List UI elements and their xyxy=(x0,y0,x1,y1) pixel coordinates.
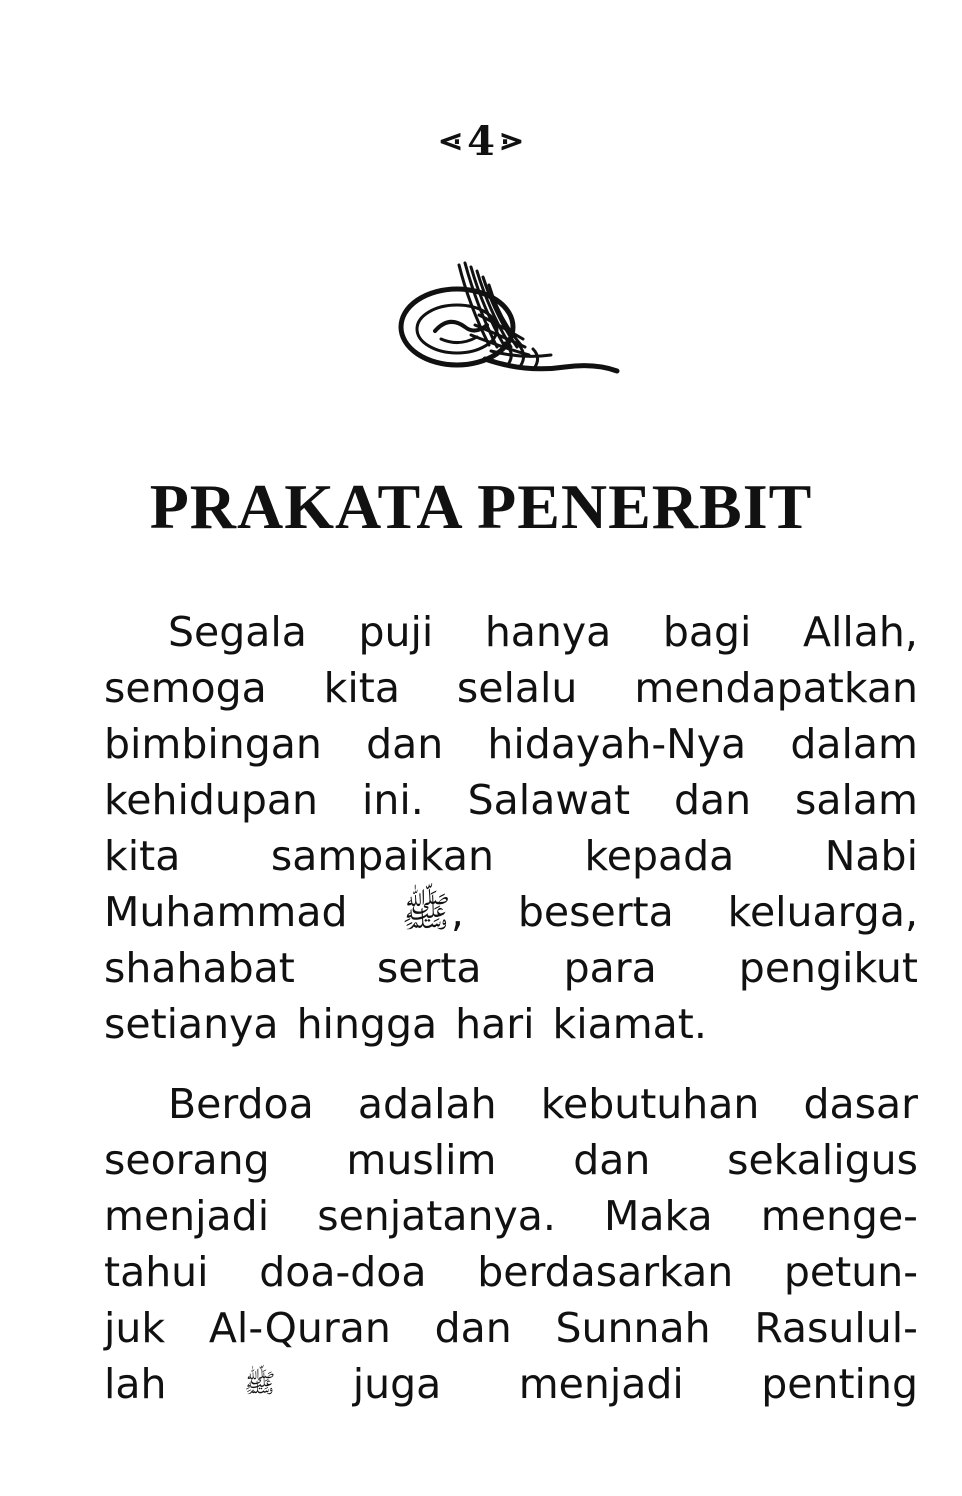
word: dasar xyxy=(803,1080,918,1128)
word: Allah, xyxy=(802,608,918,656)
word: keluarga, xyxy=(727,888,918,936)
word: menjadi xyxy=(104,1192,270,1240)
paragraph-foreword-opening xyxy=(104,604,918,1052)
text-line xyxy=(104,1132,918,1188)
word: menge- xyxy=(760,1192,918,1240)
text-line xyxy=(104,660,918,716)
word: Segala xyxy=(168,608,307,656)
word: petun- xyxy=(783,1248,918,1296)
word: bagi xyxy=(662,608,752,656)
word: setianya xyxy=(104,1000,279,1048)
word: kita xyxy=(323,664,401,712)
word: Berdoa xyxy=(168,1080,314,1128)
text-line xyxy=(104,1356,918,1412)
word: Salawat xyxy=(467,776,631,824)
word: dan xyxy=(434,1304,512,1352)
text-line xyxy=(104,1076,918,1132)
text-line xyxy=(104,1244,918,1300)
text-line xyxy=(104,604,918,660)
word: adalah xyxy=(357,1080,497,1128)
word: muslim xyxy=(346,1136,497,1184)
word: sampaikan xyxy=(270,832,494,880)
honorific-salawat: ﷺ xyxy=(243,1369,276,1399)
page-number-right-ornament: ⋗ xyxy=(498,124,525,159)
paragraph-prayer-importance xyxy=(104,1076,918,1412)
page-number-value: 4 xyxy=(467,118,495,165)
word: semoga xyxy=(104,664,267,712)
word: ini. xyxy=(361,776,424,824)
word: Nabi xyxy=(824,832,918,880)
word: dan xyxy=(366,720,444,768)
word: dan xyxy=(673,776,752,824)
calligraphy-ornament-icon xyxy=(395,255,625,395)
word: shahabat xyxy=(104,944,295,992)
page-number-left-ornament: ⋖ xyxy=(437,124,464,159)
word: puji xyxy=(358,608,434,656)
word: Rasulul- xyxy=(754,1304,918,1352)
word: bimbingan xyxy=(104,720,322,768)
word: para xyxy=(563,944,657,992)
word: selalu xyxy=(456,664,578,712)
word: penting xyxy=(761,1360,918,1408)
word: kita xyxy=(104,832,181,880)
word: Sunnah xyxy=(555,1304,711,1352)
word: dalam xyxy=(790,720,918,768)
word: lah xyxy=(104,1360,167,1408)
word: dan xyxy=(573,1136,651,1184)
word: hingga xyxy=(296,1000,438,1048)
word: serta xyxy=(376,944,482,992)
text-line xyxy=(104,772,918,828)
word: tahui xyxy=(104,1248,209,1296)
honorific-salawat: ﷺ, xyxy=(401,888,464,936)
word: beserta xyxy=(517,888,674,936)
word: hidayah-Nya xyxy=(487,720,747,768)
word: pengikut xyxy=(738,944,918,992)
word: kiamat. xyxy=(552,1000,707,1048)
text-line xyxy=(104,884,918,940)
page-heading: PRAKATA PENERBIT xyxy=(149,471,813,542)
word: doa-doa xyxy=(259,1248,427,1296)
text-line xyxy=(104,1300,918,1356)
word: senjatanya. xyxy=(317,1192,556,1240)
word: juga xyxy=(352,1360,442,1408)
word: Al-Quran xyxy=(208,1304,391,1352)
text-line xyxy=(104,828,918,884)
text-line xyxy=(104,1188,918,1244)
word: seorang xyxy=(104,1136,270,1184)
word: Muhammad xyxy=(104,888,348,936)
word: kehidupan xyxy=(104,776,319,824)
text-line xyxy=(104,716,918,772)
text-line xyxy=(104,996,918,1052)
word: berdasarkan xyxy=(477,1248,734,1296)
word: kepada xyxy=(584,832,735,880)
word: Maka xyxy=(604,1192,713,1240)
word: menjadi xyxy=(518,1360,684,1408)
word: mendapatkan xyxy=(634,664,918,712)
word: salam xyxy=(795,776,918,824)
word: hari xyxy=(455,1000,535,1048)
page-number xyxy=(0,118,962,165)
word: kebutuhan xyxy=(540,1080,760,1128)
text-line xyxy=(104,940,918,996)
word: sekaligus xyxy=(727,1136,918,1184)
word: hanya xyxy=(484,608,612,656)
word: juk xyxy=(104,1304,166,1352)
